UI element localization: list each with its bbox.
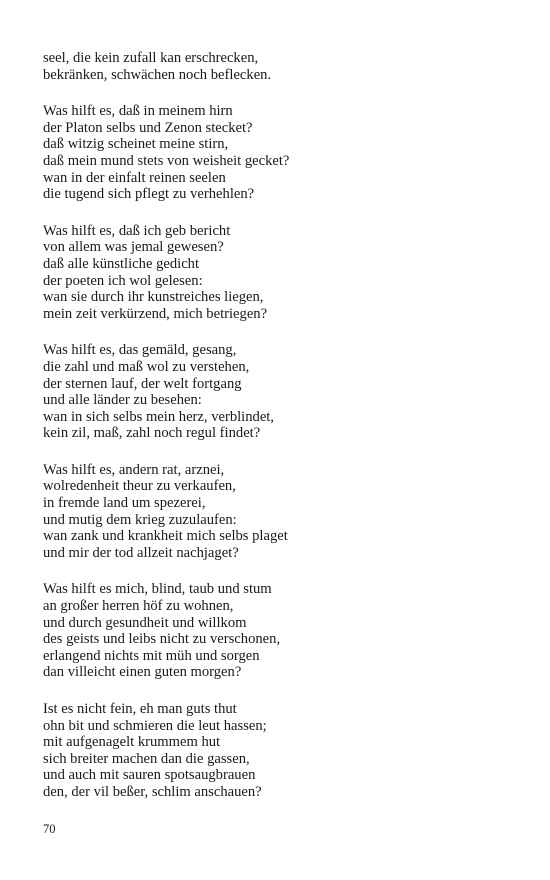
poem-line: erlangend nichts mit müh und sorgen bbox=[43, 647, 260, 664]
poem-line: seel, die kein zufall kan erschrecken, bbox=[43, 50, 259, 66]
poem-line: daß witzig scheinet meine stirn, bbox=[43, 136, 229, 153]
poem-line: mein zeit verkürzend, mich betriegen? bbox=[43, 305, 268, 322]
poem-line: dan villeicht einen guten morgen? bbox=[43, 664, 242, 681]
poem-line: Was hilft es, daß ich geb bericht bbox=[43, 222, 231, 239]
stanza bbox=[43, 223, 513, 323]
poem-line: daß alle künstliche gedicht bbox=[43, 255, 200, 272]
poem-line: der poeten ich wol gelesen: bbox=[43, 272, 203, 289]
poem-line: bekränken, schwächen noch beflecken. bbox=[43, 66, 272, 83]
poem-line: Was hilft es, daß in meinem hirn bbox=[43, 103, 233, 120]
poem-line: und durch gesundheit und willkom bbox=[43, 614, 247, 631]
poem-text bbox=[43, 50, 513, 821]
poem-line: wolredenheit theur zu verkaufen, bbox=[43, 478, 236, 495]
poem-line: in fremde land um spezerei, bbox=[43, 495, 206, 512]
stanza bbox=[43, 50, 513, 83]
stanza bbox=[43, 581, 513, 681]
poem-line: die zahl und maß wol zu verstehen, bbox=[43, 358, 250, 375]
poem-line: ohn bit und schmieren die leut hassen; bbox=[43, 717, 267, 734]
poem-line: von allem was jemal gewesen? bbox=[43, 239, 224, 256]
poem-line: und auch mit sauren spotsaugbrauen bbox=[43, 767, 256, 784]
poem-line: mit aufgenagelt krummem hut bbox=[43, 734, 221, 751]
poem-line: kein zil, maß, zahl noch regul findet? bbox=[43, 425, 261, 442]
poem-line: wan in der einfalt reinen seelen bbox=[43, 169, 226, 186]
poem-line: Was hilft es, das gemäld, gesang, bbox=[43, 342, 237, 359]
poem-line: der Platon selbs und Zenon stecket? bbox=[43, 119, 253, 136]
poem-line: wan in sich selbs mein herz, verblindet, bbox=[43, 408, 275, 425]
poem-line: die tugend sich pflegt zu verhehlen? bbox=[43, 186, 255, 203]
poem-line: wan zank und krankheit mich selbs plaget bbox=[43, 528, 288, 545]
stanza bbox=[43, 342, 513, 442]
poem-line: Was hilft es, andern rat, arznei, bbox=[43, 461, 225, 478]
poem-line: daß mein mund stets von weisheit gecket? bbox=[43, 152, 290, 169]
poem-line: den, der vil beßer, schlim anschauen? bbox=[43, 783, 262, 800]
poem-line: Was hilft es mich, blind, taub und stum bbox=[43, 581, 272, 598]
page-number: 70 bbox=[43, 822, 56, 836]
poem-line: und mir der tod allzeit nachjaget? bbox=[43, 544, 239, 561]
stanza bbox=[43, 462, 513, 562]
poem-line: wan sie durch ihr kunstreiches liegen, bbox=[43, 289, 264, 306]
poem-line: und mutig dem krieg zuzulaufen: bbox=[43, 511, 237, 528]
stanza bbox=[43, 103, 513, 203]
poem-line: sich breiter machen dan die gassen, bbox=[43, 750, 250, 767]
poem-line: und alle länder zu besehen: bbox=[43, 392, 202, 409]
poem-line: Ist es nicht fein, eh man guts thut bbox=[43, 701, 237, 717]
poem-line: der sternen lauf, der welt fortgang bbox=[43, 375, 242, 392]
stanza bbox=[43, 701, 513, 801]
poem-line: an großer herren höf zu wohnen, bbox=[43, 598, 234, 615]
poem-line: des geists und leibs nicht zu verschonen, bbox=[43, 631, 281, 648]
